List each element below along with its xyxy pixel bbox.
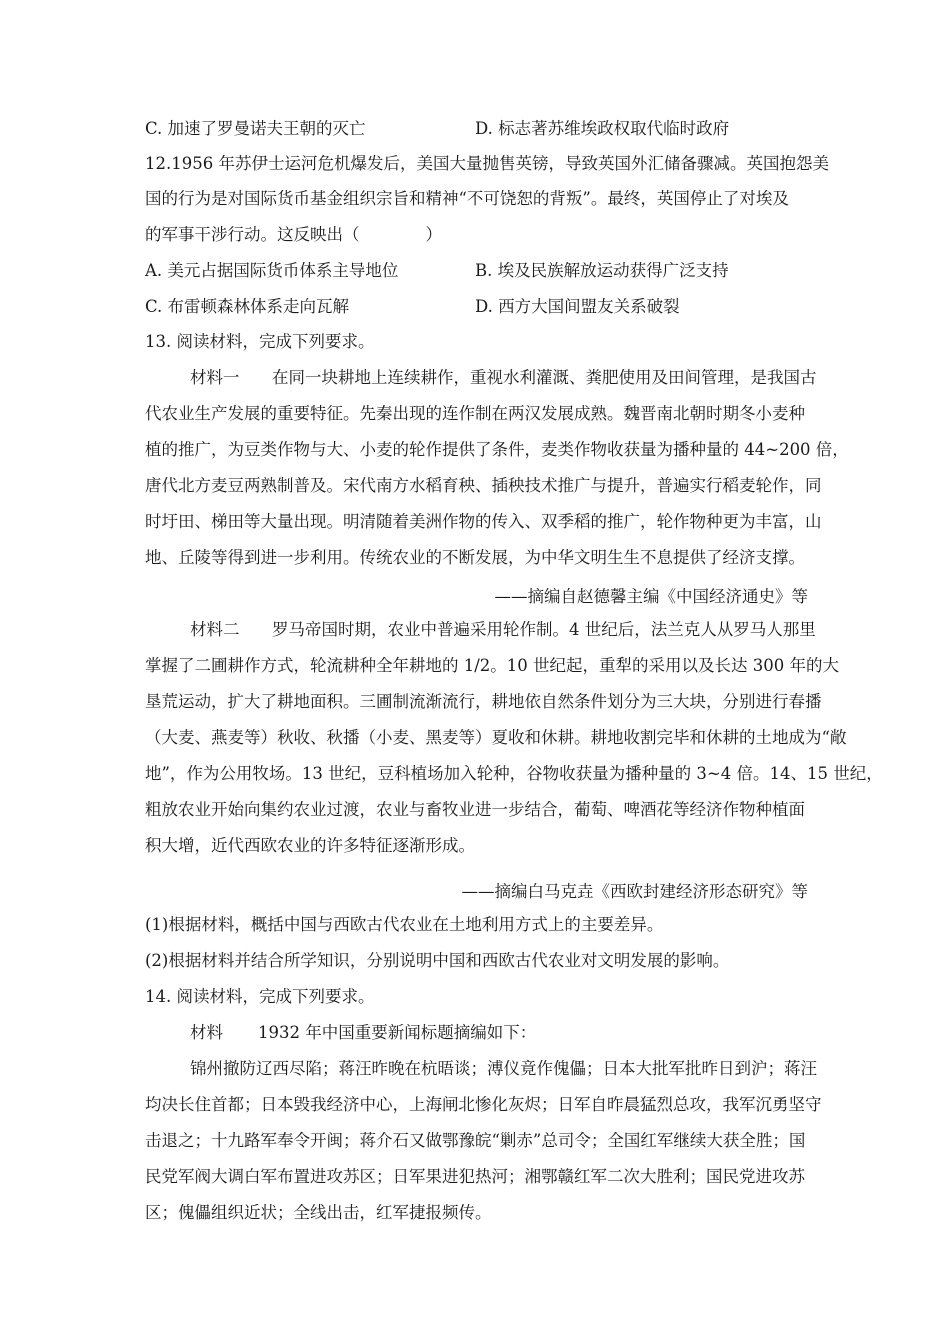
material1-line: 唐代北方麦豆两熟制普及。宋代南方水稻育秧、插秧技术推广与提升，普遍实行稻麦轮作，同 <box>145 476 822 495</box>
q12-option-d: D. 西方大国间盟友关系破裂 <box>475 297 680 316</box>
material2-text: 罗马帝国时期，农业中普遍采用轮作制。4 世纪后，法兰克人从罗马人那里 <box>272 620 816 639</box>
q14-headline-line: 区；傀儡组织近状；全线出击，红军捷报频传。 <box>145 1203 492 1222</box>
q13-question-2: (2)根据材料并结合所学知识，分别说明中国和西欧古代农业对文明发展的影响。 <box>145 951 730 970</box>
q12-stem-line: 的军事干涉行动。这反映出（ ） <box>145 225 442 244</box>
material2-source: ——摘编白马克垚《西欧封建经济形态研究》等 <box>461 882 808 901</box>
material2-first-line <box>190 619 816 641</box>
material2-line: 积大增，近代西欧农业的许多特征逐渐形成。 <box>145 836 475 855</box>
q13-stem: 13. 阅读材料，完成下列要求。 <box>145 332 375 351</box>
q14-headline-line: 均决长住首都；日本毁我经济中心，上海闸北惨化灰烬；日军自昨晨猛烈总攻，我军沉勇坚守 <box>145 1095 822 1114</box>
q14-stem: 14. 阅读材料，完成下列要求。 <box>145 987 375 1006</box>
q13-question-1: (1)根据材料，概括中国与西欧古代农业在土地利用方式上的主要差异。 <box>145 915 664 934</box>
q11-option-c: C. 加速了罗曼诺夫王朝的灭亡 <box>145 119 366 138</box>
material1-first-line <box>190 367 817 389</box>
material1-line: 时圩田、梯田等大量出现。明清随着美洲作物的传入、双季稻的推广，轮作物种更为丰富，山 <box>145 512 822 531</box>
material2-line: 地”，作为公用牧场。13 世纪，豆科植场加入轮种，谷物收获量为播种量的 3~4 倍。14、15 世纪， <box>145 764 883 783</box>
q14-material-intro <box>190 1022 536 1044</box>
q12-option-c: C. 布雷顿森林体系走向瓦解 <box>145 297 350 316</box>
material2-label: 材料二 <box>190 620 240 639</box>
material1-line: 代农业生产发展的重要特征。先秦出现的连作制在两汉发展成熟。魏晋南北朝时期冬小麦种 <box>145 404 805 423</box>
material2-line: （大麦、燕麦等）秋收、秋播（小麦、黑麦等）夏收和休耕。耕地收割完毕和休耕的土地成为“敞 <box>145 728 847 747</box>
material2-line: 垦荒运动，扩大了耕地面积。三圃制流渐流行，耕地依自然条件划分为三大块，分别进行春播 <box>145 692 822 711</box>
q12-option-row <box>145 296 680 318</box>
material1-line: 植的推广，为豆类作物与大、小麦的轮作提供了条件，麦类作物收获量为播种量的 44~200 倍， <box>145 440 849 459</box>
q12-stem-line: 国的行为是对国际货币基金组织宗旨和精神“不可饶恕的背叛”。最终，英国停止了对埃及 <box>145 189 789 208</box>
q14-material-label: 材料 <box>190 1023 223 1042</box>
q12-option-a: A. 美元占据国际货币体系主导地位 <box>145 261 399 280</box>
material2-line: 掌握了二圃耕作方式，轮流耕种全年耕地的 1/2。10 世纪起，重犁的采用以及长达 300 年的大 <box>145 656 840 675</box>
material1-label: 材料一 <box>190 368 240 387</box>
q14-headline-line: 锦州撤防辽西尽陷；蒋汪昨晚在杭晤谈；溥仪竟作傀儡；日本大批军批昨日到沪；蒋汪 <box>190 1059 817 1078</box>
q11-option-d: D. 标志著苏维埃政权取代临时政府 <box>475 119 730 138</box>
q12-option-b: B. 埃及民族解放运动获得广泛支持 <box>475 261 729 280</box>
q11-option-row <box>145 118 730 140</box>
q14-headline-line: 民党军阀大调白军布置进攻苏区；日军果进犯热河；湘鄂赣红军二次大胜利；国民党进攻苏 <box>145 1167 805 1186</box>
q12-option-row <box>145 260 729 282</box>
q12-stem-line: 12.1956 年苏伊士运河危机爆发后，美国大量抛售英镑，导致英国外汇储备骤减。英国抱怨美 <box>145 154 829 173</box>
material1-text: 在同一块耕地上连续耕作，重视水利灌溉、粪肥使用及田间管理，是我国古 <box>272 368 817 387</box>
q14-headline-line: 击退之；十九路军奉令开闽；蒋介石又做鄂豫皖“剿赤”总司令；全国红军继续大获全胜；国 <box>145 1131 806 1150</box>
q14-material-intro-text: 1932 年中国重要新闻标题摘编如下： <box>258 1023 537 1042</box>
material1-source: ——摘编自赵德馨主编《中国经济通史》等 <box>494 587 808 606</box>
material2-line: 粗放农业开始向集约农业过渡，农业与畜牧业进一步结合，葡萄、啤酒花等经济作物种植面 <box>145 800 805 819</box>
material1-line: 地、丘陵等得到进一步利用。传统农业的不断发展，为中华文明生生不息提供了经济支撑。 <box>145 548 805 567</box>
